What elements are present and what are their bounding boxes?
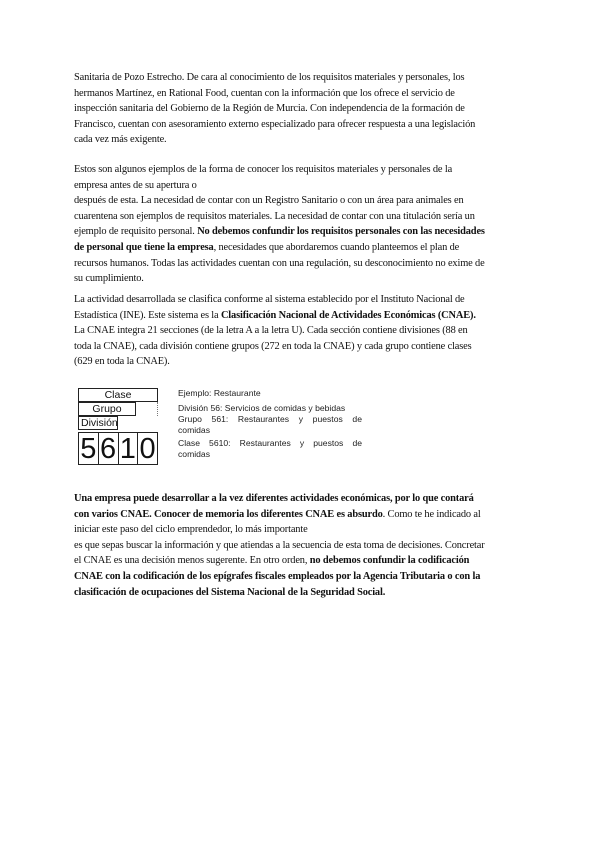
text-line	[74, 553, 526, 569]
division-description: División 56: Servicios de comidas y bebidas	[178, 403, 346, 413]
text-line	[74, 308, 526, 324]
cnae-digits	[78, 432, 158, 465]
text-line: es que sepas buscar la información y que atiendas a la secuencia de esta toma de decisiones. Concretar	[74, 539, 485, 551]
grupo-description: Grupo 561: Restaurantes y puestos de	[178, 414, 362, 424]
paragraph-cnae-classification	[74, 292, 526, 370]
text-line	[74, 585, 526, 601]
text-line: empresa antes de su apertura o	[74, 179, 197, 191]
division-label: División	[78, 416, 118, 430]
text-line: cada vez más exigente.	[74, 134, 167, 146]
clase-description-cont: comidas	[178, 449, 210, 459]
clase-description: Clase 5610: Restaurantes y puestos de	[178, 438, 362, 448]
text-line: su cumplimiento.	[74, 273, 144, 285]
text-line: Francisco, cuentan con asesoramiento externo especializado para ofrecer respuesta a una legislación	[74, 118, 476, 130]
example-title: Ejemplo: Restaurante	[178, 388, 261, 398]
grupo-description-cont: comidas	[178, 425, 210, 435]
paragraph-sanitary-inspection	[74, 70, 526, 148]
text-line: iniciar este paso del ciclo emprendedor, lo más importante	[74, 524, 308, 536]
grupo-label: Grupo	[78, 402, 136, 416]
bold-text-run: Clasificación Nacional de Actividades Económicas (CNAE).	[220, 309, 476, 321]
text-run: . Como te he indicado al	[382, 508, 481, 520]
bold-text-run: no debemos confundir la codificación	[309, 555, 470, 567]
text-line	[74, 224, 526, 240]
bold-text-run: de personal que tiene la empresa	[74, 241, 214, 253]
text-line: Estos son algunos ejemplos de la forma de conocer los requisitos materiales y personales de la	[74, 164, 453, 175]
cnae-digit: 1	[118, 432, 139, 465]
text-line	[74, 507, 526, 523]
bold-text-run: CNAE con la codificación de los epígrafes fiscales empleados por la Agencia Tributaria o con la	[74, 570, 481, 582]
cnae-digit: 5	[78, 432, 99, 465]
text-line: Sanitaria de Pozo Estrecho. De cara al conocimiento de los requisitos materiales y personales, los	[74, 72, 465, 83]
cnae-digit: 0	[137, 432, 158, 465]
clase-label: Clase	[78, 388, 158, 402]
text-line: (629 en toda la CNAE).	[74, 356, 170, 368]
text-line	[74, 491, 526, 507]
text-run: Estadística (INE). Este sistema es la	[74, 309, 221, 321]
bold-text-run: clasificación de ocupaciones del Sistema Nacional de la Seguridad Social.	[74, 586, 386, 598]
bold-text-run: No debemos confundir los requisitos personales con las necesidades	[197, 226, 485, 238]
grupo-divider	[136, 402, 158, 416]
bold-text-run: Una empresa puede desarrollar a la vez diferentes actividades económicas, por lo que contará	[74, 493, 474, 504]
text-line: La actividad desarrollada se clasifica conforme al sistema establecido por el Instituto Nacional de	[74, 294, 465, 305]
text-line	[74, 569, 526, 585]
text-run: el CNAE es una decisión menos sugerente. En otro orden,	[74, 555, 310, 567]
text-line: La CNAE integra 21 secciones (de la letra A a la letra U). Cada sección contiene divisiones (88 en	[74, 325, 468, 337]
text-run: ejemplo de requisito personal.	[74, 226, 198, 238]
text-run: , necesidades que abordaremos cuando planteemos el plan de	[213, 241, 460, 253]
bold-text-run: con varios CNAE. Conocer de memoria los diferentes CNAE es absurdo	[74, 508, 383, 520]
text-line: cuarentena son ejemplos de requisitos materiales. La necesidad de contar con una titulación sería un	[74, 210, 475, 222]
paragraph-requirements-examples	[74, 162, 526, 287]
text-line: recursos humanos. Todas las actividades cuentan con una regulación, su desconocimiento no exime de	[74, 257, 485, 269]
text-line	[74, 240, 526, 256]
paragraph-multiple-activities	[74, 491, 526, 600]
cnae-digit: 6	[98, 432, 119, 465]
text-line: toda la CNAE), cada división contiene grupos (272 en toda la CNAE) y cada grupo contiene clases	[74, 340, 472, 352]
text-line: después de esta. La necesidad de contar con un Registro Sanitario o con un área para animales en	[74, 195, 464, 207]
cnae-example-legend	[178, 388, 362, 460]
cnae-code-diagram	[78, 388, 158, 466]
text-line: hermanos Martínez, en Rational Food, cuentan con la información que los ofrece el servicio de	[74, 87, 455, 99]
text-line: inspección sanitaria del Gobierno de la Región de Murcia. Con independencia de la formación de	[74, 103, 465, 115]
cnae-code-figure	[78, 388, 368, 470]
